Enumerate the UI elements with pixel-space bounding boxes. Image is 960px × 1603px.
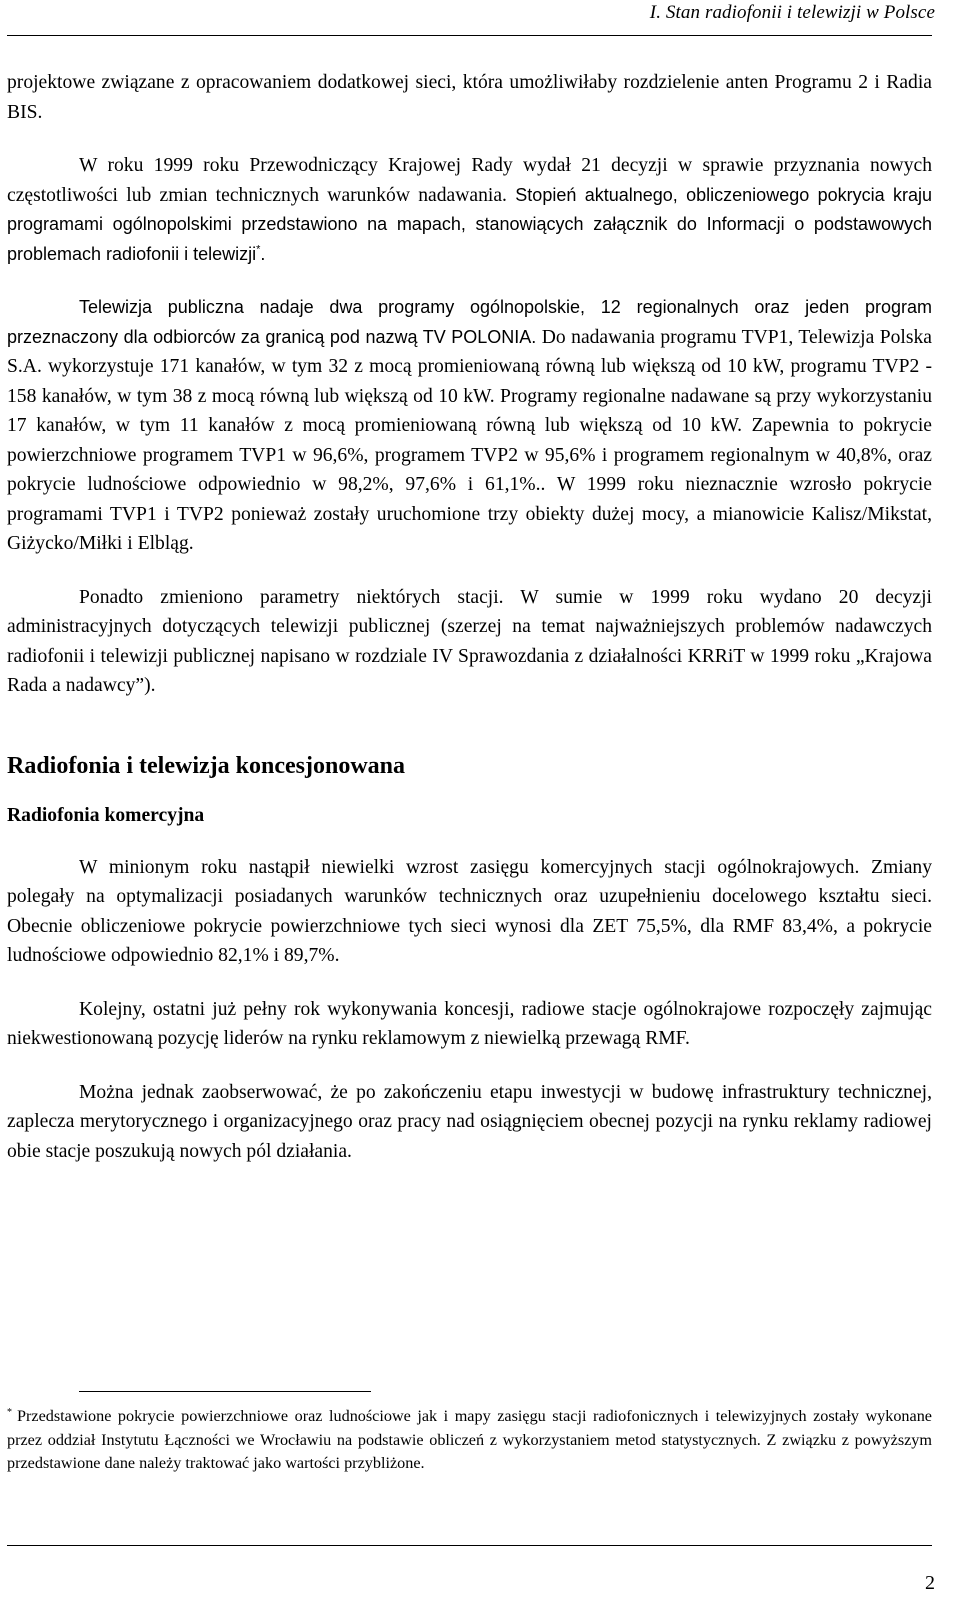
paragraph-public-tv: Telewizja publiczna nadaje dwa programy ogólnopolskie, 12 regionalnych oraz jeden program przeznaczony dla odbiorców za granicą pod nazwą TV POLONIA. Do nadawania programu TVP1, Telewizja Polska S.A. wykorzystuje 171 kanałów, w tym 32 z mocą promieniowaną równą lub większą od 10 kW, programu TVP2 - 158 kanałów, w tym 38 z mocą równą lub większą od 10 kW. Programy regionalne nadawane są przy wykorzystaniu 17 kanałów, w tym 11 kanałów z mocą promieniowaną równą lub większą od 10 kW. Zapewnia to pokrycie powierzchniowe programem TVP1 w 96,6%, programem TVP2 w 95,6% i programem regionalnym w 40,8%, oraz pokrycie ludnościowe odpowiednio w 98,2%, 97,6% i 61,1%.. W 1999 roku nieznacznie wzrosło pokrycie programami TVP1 i TVP2 ponieważ zostały uruchomione trzy obiekty dużej mocy, a mianowicie Kalisz/Mikstat, Giżycko/Miłki i Elbląg. [7, 297, 932, 554]
header-divider [7, 35, 932, 36]
subsection-heading: Radiofonia komercyjna [7, 804, 205, 826]
footnote [7, 1405, 932, 1476]
document-body [7, 68, 932, 1166]
paragraph-intro: projektowe związane z opracowaniem dodatkowej sieci, która umożliwiłaby rozdzielenie anten Programu 2 i Radia BIS. [7, 72, 932, 123]
paragraph-commercial-radio: W minionym roku nastąpił niewielki wzrost zasięgu komercyjnych stacji ogólnokrajowych. Zmiany polegały na optymalizacji posiadanych warunków technicznych oraz uzupełnieniu docelowego kształtu sieci. Obecnie obliczeniowe pokrycie powierzchniowe tych sieci wynosi dla ZET 75,5%, dla RMF 83,4%, a pokrycie ludnościowe odpowiednio 82,1% i 89,7%. [7, 856, 932, 966]
section-heading: Radiofonia i telewizja koncesjonowana [7, 752, 405, 779]
footnote-text: Przedstawione pokrycie powierzchniowe oraz ludnościowe jak i mapy zasięgu stacji radiofonicznych i telewizyjnych zostały wykonane przez oddział Instytutu Łączności we Wrocławiu na podstawie obliczeń z wykorzystaniem metod statystycznych. Z związku z powyższym przedstawione dane należy traktować jako wartości przybliżone. [7, 1407, 932, 1472]
footer-divider [7, 1545, 932, 1546]
page-number: 2 [925, 1572, 935, 1594]
paragraph-parameters: Ponadto zmieniono parametry niektórych stacji. W sumie w 1999 roku wydano 20 decyzji administracyjnych dotyczących telewizji publicznej (szerzej na temat najważniejszych problemów nadawczych radiofonii i telewizji publicznej napisano w rozdziale IV Sprawozdania z działalności KRRiT w 1999 roku „Krajowa Rada a nadawcy”). [7, 586, 932, 696]
footnote-reference[interactable]: * [256, 242, 261, 255]
running-header: I. Stan radiofonii i telewizji w Polsce [649, 2, 935, 23]
paragraph-outlook: Można jednak zaobserwować, że po zakończeniu etapu inwestycji w budowę infrastruktury technicznej, zaplecza merytorycznego i organizacyjnego oraz pracy nad osiągnięciem obecnej pozycji na rynku reklamy radiowej obie stacje poszukują nowych pól działania. [7, 1081, 932, 1162]
paragraph-decisions: W roku 1999 roku Przewodniczący Krajowej Rady wydał 21 decyzji w sprawie przyznania nowych częstotliwości lub zmian technicznych warunków nadawania. Stopień aktualnego, obliczeniowego pokrycia kraju programami ogólnopolskimi przedstawiono na mapach, stanowiących załącznik do Informacji o podstawowych problemach radiofonii i telewizji*. [7, 155, 932, 264]
footnote-divider [79, 1391, 371, 1392]
footnote-mark: * [7, 1406, 12, 1418]
paragraph-advertising: Kolejny, ostatni już pełny rok wykonywania koncesji, radiowe stacje ogólnokrajowe rozpoczęły zajmując niekwestionowaną pozycję liderów na rynku reklamowym z niewielką przewagą RMF. [7, 998, 932, 1049]
